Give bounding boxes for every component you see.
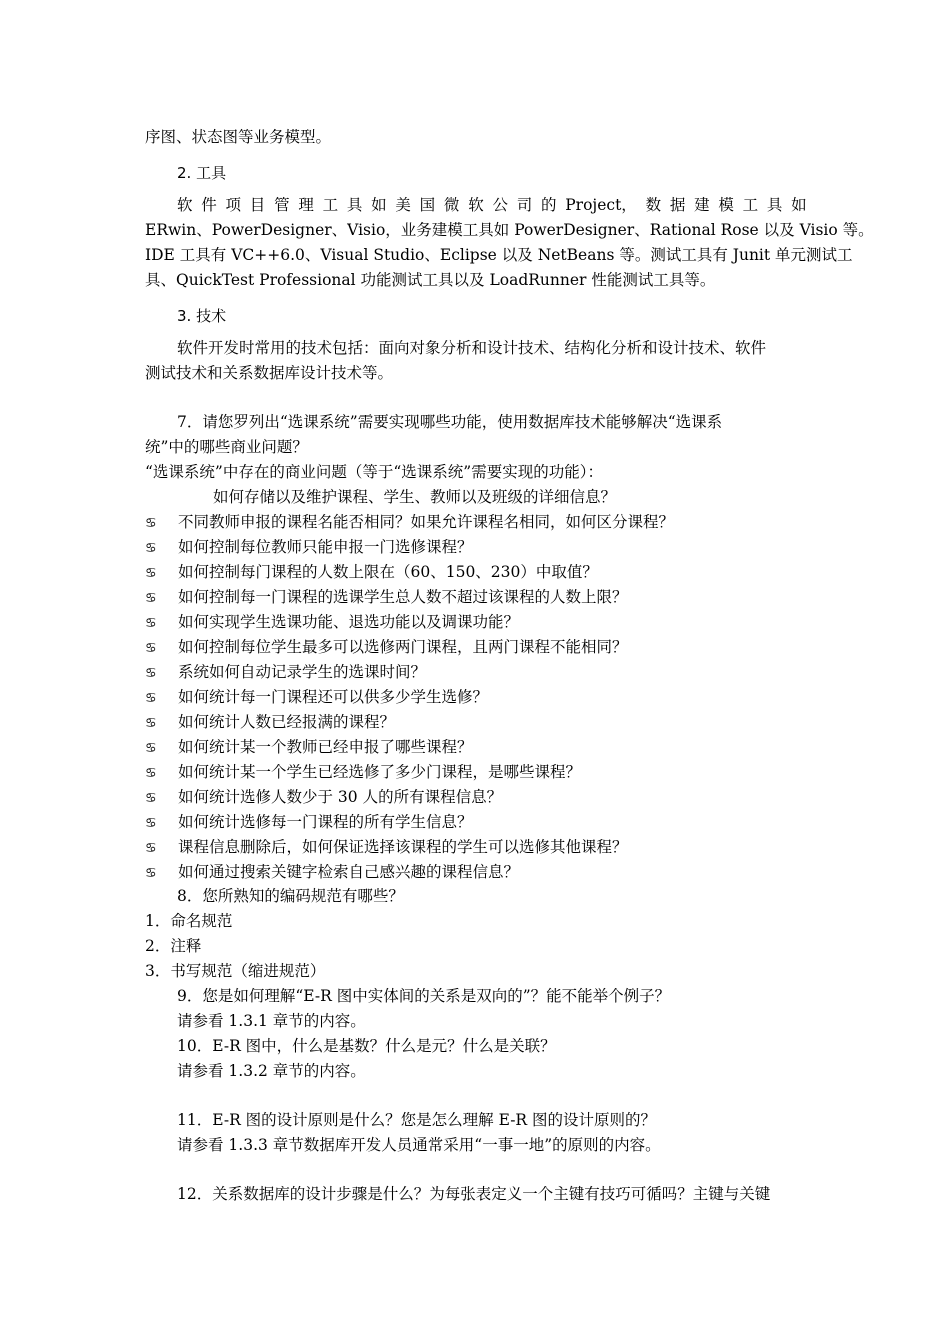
section-2-line-1-char: 司	[516, 196, 533, 214]
list-item	[145, 512, 674, 534]
section-2-line-1-char: 具	[766, 196, 783, 214]
section-2-line-1-char: 软	[468, 196, 484, 214]
section-2-line-1-char: 软	[177, 196, 193, 214]
question-10-answer: 请参看 1.3.2 章节的内容。	[177, 1062, 366, 1080]
section-2-line-1-char: 微	[443, 196, 460, 214]
section-2-line-1-char: 据	[669, 196, 686, 214]
bullet-icon: ♋	[145, 566, 157, 581]
intro-line: 序图、状态图等业务模型。	[145, 128, 332, 146]
list-item-text: 如何通过搜索关键字检索自己感兴趣的课程信息？	[178, 863, 520, 881]
question-10: 10．E-R 图中，什么是基数？什么是元？什么是关联？	[177, 1037, 556, 1055]
question-11: 11．E-R 图的设计原则是什么？您是怎么理解 E-R 图的设计原则的？	[177, 1111, 657, 1129]
question-7-answer-intro: “选课系统”中存在的商业问题（等于“选课系统”需要实现的功能）：	[145, 463, 603, 481]
section-2-heading: 2. 工具	[177, 164, 227, 182]
section-2-line-1-char: 工	[742, 196, 759, 214]
list-item	[145, 637, 628, 659]
question-12: 12．关系数据库的设计步骤是什么？为每张表定义一个主键有技巧可循吗？主键与关键	[177, 1185, 771, 1203]
bullet-icon: ♋	[145, 541, 157, 556]
bullet-icon: ♋	[145, 641, 157, 656]
section-2-line-1-char: 如	[791, 196, 807, 214]
section-3-heading: 3. 技术	[177, 307, 227, 325]
list-item	[145, 687, 488, 709]
list-item-text: 课程信息删除后，如何保证选择该课程的学生可以选修其他课程？	[178, 838, 628, 856]
bullet-icon: ♋	[145, 691, 157, 706]
list-item-text: 如何统计选修人数少于 30 人的所有课程信息？	[178, 788, 503, 806]
question-9-answer: 请参看 1.3.1 章节的内容。	[177, 1012, 366, 1030]
bullet-icon: ♋	[145, 791, 157, 806]
list-item-text: 如何控制每位教师只能申报一门选修课程？	[178, 538, 473, 556]
section-2-line-4: 具、QuickTest Professional 功能测试工具以及 LoadRunner 性能测试工具等。	[145, 271, 716, 289]
section-2-line-1-char: 美	[395, 196, 411, 214]
section-2-line-1-char: 具	[346, 196, 363, 214]
list-item	[145, 712, 395, 734]
list-item	[145, 737, 473, 759]
section-2-line-1-char: 理	[298, 196, 314, 214]
list-item-text: 如何统计某一个学生已经选修了多少门课程，是哪些课程？	[178, 763, 582, 781]
section-2-line-1-char: 国	[419, 196, 436, 214]
list-item	[145, 812, 473, 834]
list-item-text: 系统如何自动记录学生的选课时间？	[178, 663, 427, 681]
question-7-first-item: 如何存储以及维护课程、学生、教师以及班级的详细信息？	[213, 488, 617, 506]
section-2-line-1-char: 目	[249, 196, 266, 214]
bullet-icon: ♋	[145, 591, 157, 606]
section-2-line-1-char: 如	[371, 196, 387, 214]
bullet-icon: ♋	[145, 666, 157, 681]
bullet-icon: ♋	[145, 516, 157, 531]
section-2-line-2: ERwin、PowerDesigner、Visio，业务建模工具如 PowerDesigner、Rational Rose 以及 Visio 等。	[145, 221, 874, 239]
list-item-text: 如何控制每一门课程的选课学生总人数不超过该课程的人数上限？	[178, 588, 628, 606]
question-7-line-2: 统”中的哪些商业问题？	[145, 438, 308, 456]
section-2-line-1-char: 管	[274, 196, 290, 214]
question-8-answer-3: 3．书写规范（缩进规范）	[145, 962, 326, 980]
section-2-line-1-char: 建	[694, 196, 710, 214]
bullet-icon: ♋	[145, 866, 157, 881]
section-2-line-1-char: Project，	[565, 196, 637, 214]
list-item-text: 不同教师申报的课程名能否相同？如果允许课程名相同，如何区分课程？	[178, 513, 675, 531]
list-item-text: 如何统计人数已经报满的课程？	[178, 713, 396, 731]
list-item	[145, 662, 426, 684]
section-2-line-1-char: 模	[718, 196, 734, 214]
list-item	[145, 837, 628, 859]
section-2-line-1-char: 件	[201, 196, 217, 214]
list-item	[145, 562, 598, 584]
bullet-icon: ♋	[145, 616, 157, 631]
section-2-line-1-char: 的	[540, 196, 557, 214]
list-item	[145, 762, 581, 784]
section-2-line-1-char: 项	[225, 196, 242, 214]
bullet-icon: ♋	[145, 741, 157, 756]
list-item-text: 如何实现学生选课功能、退选功能以及调课功能？	[178, 613, 520, 631]
question-9: 9．您是如何理解“E-R 图中实体间的关系是双向的”？能不能举个例子？	[177, 987, 671, 1005]
question-7-line-1: 7．请您罗列出“选课系统”需要实现哪些功能，使用数据库技术能够解决“选课系	[177, 413, 723, 431]
list-item-text: 如何控制每门课程的人数上限在（60、150、230）中取值？	[178, 563, 598, 581]
list-item	[145, 587, 628, 609]
section-2-line-3: IDE 工具有 VC++6.0、Visual Studio、Eclipse 以及 NetBeans 等。测试工具有 Junit 单元测试工	[145, 246, 853, 264]
section-2-line-1-char: 公	[492, 196, 508, 214]
question-8-answer-2: 2．注释	[145, 937, 202, 955]
question-8: 8．您所熟知的编码规范有哪些？	[177, 887, 404, 905]
question-11-answer: 请参看 1.3.3 章节数据库开发人员通常采用“一事一地”的原则的内容。	[177, 1136, 661, 1154]
section-3-line-1: 软件开发时常用的技术包括：面向对象分析和设计技术、结构化分析和设计技术、软件	[177, 339, 767, 357]
section-3-line-2: 测试技术和关系数据库设计技术等。	[145, 364, 394, 382]
list-item-text: 如何统计每一门课程还可以供多少学生选修？	[178, 688, 489, 706]
bullet-icon: ♋	[145, 841, 157, 856]
list-item-text: 如何统计选修每一门课程的所有学生信息？	[178, 813, 473, 831]
list-item	[145, 787, 502, 809]
bullet-icon: ♋	[145, 766, 157, 781]
list-item-text: 如何控制每位学生最多可以选修两门课程，且两门课程不能相同？	[178, 638, 628, 656]
list-item	[145, 862, 519, 884]
bullet-icon: ♋	[145, 816, 157, 831]
list-item	[145, 612, 519, 634]
list-item	[145, 537, 473, 559]
bullet-icon: ♋	[145, 716, 157, 731]
list-item-text: 如何统计某一个教师已经申报了哪些课程？	[178, 738, 473, 756]
question-8-answer-1: 1．命名规范	[145, 912, 233, 930]
section-2-line-1-char: 工	[322, 196, 339, 214]
section-2-line-1	[177, 195, 807, 215]
section-2-line-1-char: 数	[645, 196, 662, 214]
